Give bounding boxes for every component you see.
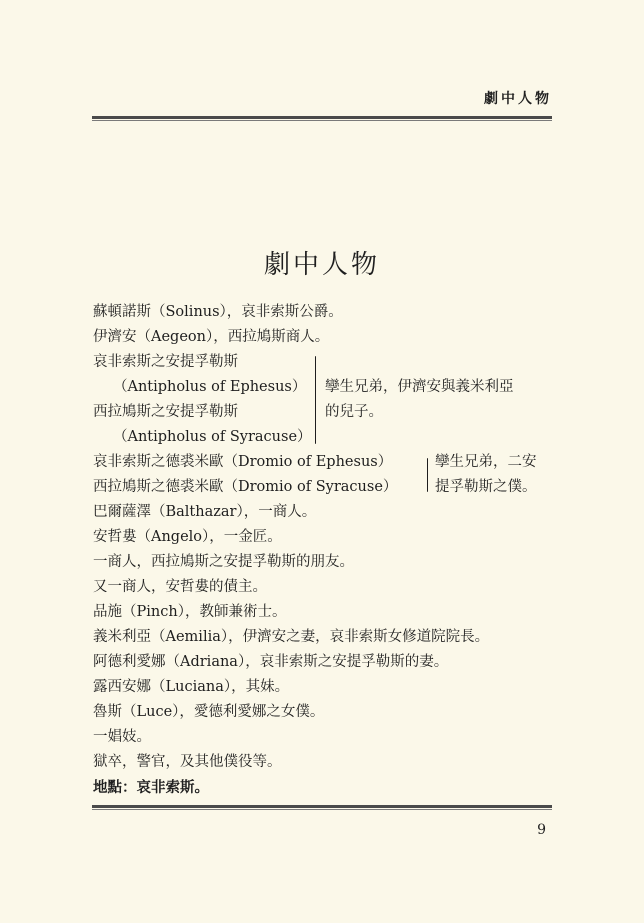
character-others: 獄卒，警官，及其他僕役等。 xyxy=(93,754,282,770)
page-number: 9 xyxy=(537,822,546,838)
antipholus-group xyxy=(93,350,563,450)
dromio-note-line1: 孿生兄弟，二安 xyxy=(435,454,537,470)
character-solinus: 蘇頓諾斯（Solinus），哀非索斯公爵。 xyxy=(93,304,343,320)
footer-rule-thin xyxy=(92,809,552,810)
character-merchant-2: 又一商人，安哲婁的債主。 xyxy=(93,579,267,595)
dromio-note xyxy=(435,450,537,500)
header-rule xyxy=(92,116,552,119)
character-antipholus-syracuse-en: （Antipholus of Syracuse） xyxy=(113,429,312,445)
footer-rule xyxy=(92,805,552,808)
character-aegeon: 伊濟安（Aegeon），西拉鳩斯商人。 xyxy=(93,329,330,345)
antipholus-note-line2: 的兒子。 xyxy=(325,404,383,420)
character-balthazar: 巴爾薩澤（Balthazar），一商人。 xyxy=(93,504,317,520)
character-merchant-1: 一商人，西拉鳩斯之安提孚勒斯的朋友。 xyxy=(93,554,354,570)
antipholus-note xyxy=(325,375,514,425)
character-luce: 魯斯（Luce），愛德利愛娜之女僕。 xyxy=(93,704,325,720)
character-antipholus-syracuse: 西拉鳩斯之安提孚勒斯 xyxy=(93,404,238,420)
running-head: 劇中人物 xyxy=(484,91,552,107)
antipholus-note-line1: 孿生兄弟，伊濟安與義米利亞 xyxy=(325,379,514,395)
character-dromio-ephesus: 哀非索斯之德裘米歐（Dromio of Ephesus） xyxy=(93,454,393,470)
character-luciana: 露西安娜（Luciana），其妹。 xyxy=(93,679,290,695)
character-aemilia: 義米利亞（Aemilia），伊濟安之妻，哀非索斯女修道院院長。 xyxy=(93,629,490,645)
character-list xyxy=(93,300,563,800)
dromio-group xyxy=(93,450,563,500)
header-rule-thin xyxy=(92,120,552,121)
character-adriana: 阿德利愛娜（Adriana），哀非索斯之安提孚勒斯的妻。 xyxy=(93,654,449,670)
dromio-brace xyxy=(427,458,428,492)
character-angelo: 安哲婁（Angelo），一金匠。 xyxy=(93,529,282,545)
character-courtesan: 一娼妓。 xyxy=(93,729,151,745)
antipholus-brace xyxy=(315,356,316,444)
character-dromio-syracuse: 西拉鳩斯之德裘米歐（Dromio of Syracuse） xyxy=(93,479,398,495)
page-title: 劇中人物 xyxy=(263,250,380,280)
dromio-note-line2: 提孚勒斯之僕。 xyxy=(435,479,537,495)
place-line: 地點：哀非索斯。 xyxy=(93,779,209,796)
character-pinch: 品施（Pinch），教師兼術士。 xyxy=(93,604,287,620)
character-antipholus-ephesus: 哀非索斯之安提孚勒斯 xyxy=(93,354,238,370)
character-antipholus-ephesus-en: （Antipholus of Ephesus） xyxy=(113,379,307,395)
